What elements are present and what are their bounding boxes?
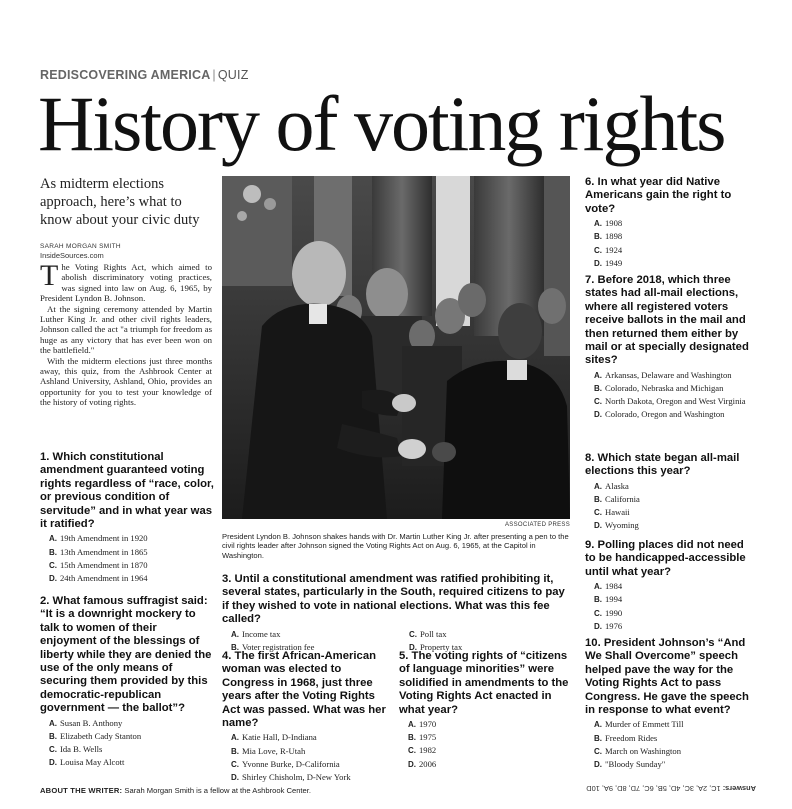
paragraph-1-text: he Voting Rights Act, which aimed to abolish discriminatory voting practices, was signed into law on Aug. 6, 1965, by President Lyndon B. Johnson. bbox=[40, 262, 212, 304]
answer-option: A. Alaska bbox=[594, 480, 629, 491]
answer-option: C. Ida B. Wells bbox=[49, 744, 103, 755]
answer-option: A. Murder of Emmett Till bbox=[594, 719, 684, 730]
deck: As midterm elections approach, here’s what to know about your civic duty bbox=[40, 176, 200, 228]
question-9 bbox=[585, 539, 753, 633]
answer-option: C. Hawaii bbox=[594, 507, 630, 518]
answer-option: B. 1994 bbox=[594, 594, 623, 605]
photo-caption: President Lyndon B. Johnson shakes hands with Dr. Martin Luther King Jr. after presenting a pen to the civil rights leader after Johnson signed the Voting Rights Act on Aug. 6, 1965, at the Capitol in Washington. bbox=[222, 532, 569, 560]
answer-option: D. Property tax bbox=[409, 641, 463, 652]
about-the-writer bbox=[40, 786, 311, 795]
byline-site: InsideSources.com bbox=[40, 251, 104, 260]
question-text: 2. What famous suffragist said: “It is a downright mockery to talk to women of their enjoyment of the blessings of liberty while they are denied the use of the only means of securing them provided by this democratic-republican government — the ballot”? bbox=[40, 595, 212, 715]
page-title: History of voting rights bbox=[38, 80, 725, 167]
answer-option: B. Elizabeth Cady Stanton bbox=[49, 730, 142, 741]
answer-option: B. Freedom Rides bbox=[594, 732, 658, 743]
dropcap: T bbox=[40, 259, 59, 292]
answer-option: D. Wyoming bbox=[594, 520, 639, 531]
answer-option: D. 1976 bbox=[594, 620, 623, 631]
answer-option: A. Katie Hall, D-Indiana bbox=[231, 732, 317, 743]
answer-option: C. North Dakota, Oregon and West Virginia bbox=[594, 396, 746, 407]
answer-option: B. California bbox=[594, 494, 640, 505]
answer-option: D. 24th Amendment in 1964 bbox=[49, 573, 148, 584]
answer-option: B. Mia Love, R-Utah bbox=[231, 745, 306, 756]
question-text: 7. Before 2018, which three states had all-mail elections, where all registered voters receive ballots in the mail and then returned them either by mail or at specially designated sites? bbox=[585, 274, 749, 367]
answer-option: A. Arkansas, Delaware and Washington bbox=[594, 369, 732, 380]
answer-option: C. 1982 bbox=[408, 745, 437, 756]
kicker-separator: | bbox=[212, 68, 216, 82]
paragraph-1 bbox=[40, 259, 212, 304]
answer-option: A. Income tax bbox=[231, 628, 281, 639]
question-3 bbox=[222, 573, 574, 654]
answer-option: D. 2006 bbox=[408, 758, 437, 769]
answer-option: C. 1990 bbox=[594, 607, 623, 618]
question-5 bbox=[399, 650, 571, 771]
kicker-tag: QUIZ bbox=[217, 68, 249, 82]
question-text: 4. The first African-American woman was elected to Congress in 1968, just three years after the Voting Rights Act was passed. What was her name? bbox=[222, 650, 386, 730]
kicker-section: REDISCOVERING AMERICA bbox=[40, 68, 211, 82]
answer-option: D. Colorado, Oregon and Washington bbox=[594, 409, 725, 420]
photo-johnson-king bbox=[222, 176, 570, 519]
answer-option: C. 15th Amendment in 1870 bbox=[49, 559, 148, 570]
answer-option: B. 1898 bbox=[594, 231, 623, 242]
question-text: 5. The voting rights of “citizens of language minorities” were solidified in amendments to the Voting Rights Act enacted in what year? bbox=[399, 650, 569, 716]
answers-text: 1C, 2A, 3C, 4D, 5B, 6C, 7D, 8D, 9A, 10D bbox=[586, 784, 723, 793]
question-1 bbox=[40, 451, 215, 585]
answer-option: B. Voter registration fee bbox=[231, 641, 315, 652]
answer-option: D. "Bloody Sunday" bbox=[594, 759, 666, 770]
question-4 bbox=[222, 650, 390, 784]
question-text: 10. President Johnson’s “And We Shall Overcome” speech helped pave the way for the Voting Rights Act to pass Congress. He gave the speech in response to what event? bbox=[585, 637, 749, 717]
answer-option: C. Yvonne Burke, D-California bbox=[231, 758, 340, 769]
question-text: 6. In what year did Native Americans gain the right to vote? bbox=[585, 176, 732, 215]
article-body bbox=[40, 259, 212, 408]
answer-option: C. 1924 bbox=[594, 244, 623, 255]
answer-option: A. 19th Amendment in 1920 bbox=[49, 533, 148, 544]
question-text: 3. Until a constitutional amendment was ratified prohibiting it, several states, particularly in the South, required citizens to pay if they wished to vote in national elections. What was this fee called? bbox=[222, 573, 565, 626]
byline bbox=[40, 242, 121, 260]
paragraph-2: At the signing ceremony attended by Martin Luther King Jr. and other civil rights leaders, Johnson called the act "a triumph for freedom as huge as any victory that has ever been won on the battlefield." bbox=[40, 303, 212, 356]
answer-option: B. Colorado, Nebraska and Michigan bbox=[594, 383, 724, 394]
question-text: 9. Polling places did not need to be handicapped-accessible until what year? bbox=[585, 539, 746, 578]
question-8 bbox=[585, 452, 753, 533]
answer-option: A. 1908 bbox=[594, 218, 623, 229]
answer-option: D. 1949 bbox=[594, 257, 623, 268]
footer-label: ABOUT THE WRITER: bbox=[40, 786, 123, 795]
answer-key-upside-down bbox=[580, 784, 756, 793]
answer-option: C. March on Washington bbox=[594, 745, 682, 756]
byline-name: SARAH MORGAN SMITH bbox=[40, 243, 121, 250]
answer-option: B. 13th Amendment in 1865 bbox=[49, 546, 148, 557]
question-10 bbox=[585, 637, 755, 771]
answer-option: D. Shirley Chisholm, D-New York bbox=[231, 772, 351, 783]
question-text: 8. Which state began all-mail elections this year? bbox=[585, 452, 740, 478]
question-text: 1. Which constitutional amendment guaranteed voting rights regardless of “race, color, or previous condition of servitude” and in what year was it ratified? bbox=[40, 451, 214, 531]
answer-option: A. 1970 bbox=[408, 719, 437, 730]
question-6 bbox=[585, 176, 753, 270]
answers-label: Answers: bbox=[722, 784, 756, 793]
photo-credit: ASSOCIATED PRESS bbox=[505, 522, 571, 528]
answer-option: D. Louisa May Alcott bbox=[49, 757, 125, 768]
question-2 bbox=[40, 595, 212, 769]
answer-option: A. 1984 bbox=[594, 581, 623, 592]
footer-text: Sarah Morgan Smith is a fellow at the Ashbrook Center. bbox=[122, 786, 311, 795]
question-7 bbox=[585, 274, 757, 422]
photo-illustration bbox=[222, 176, 570, 519]
answer-option: B. 1975 bbox=[408, 732, 437, 743]
answer-option: A. Susan B. Anthony bbox=[49, 717, 123, 728]
answer-option: C. Poll tax bbox=[409, 628, 447, 639]
paragraph-3: With the midterm elections just three months away, this quiz, from the Ashbrook Center at Ashland University, Ashland, Ohio, provides an opportunity for you to test your knowledge of the history of voting rights. bbox=[40, 355, 212, 408]
